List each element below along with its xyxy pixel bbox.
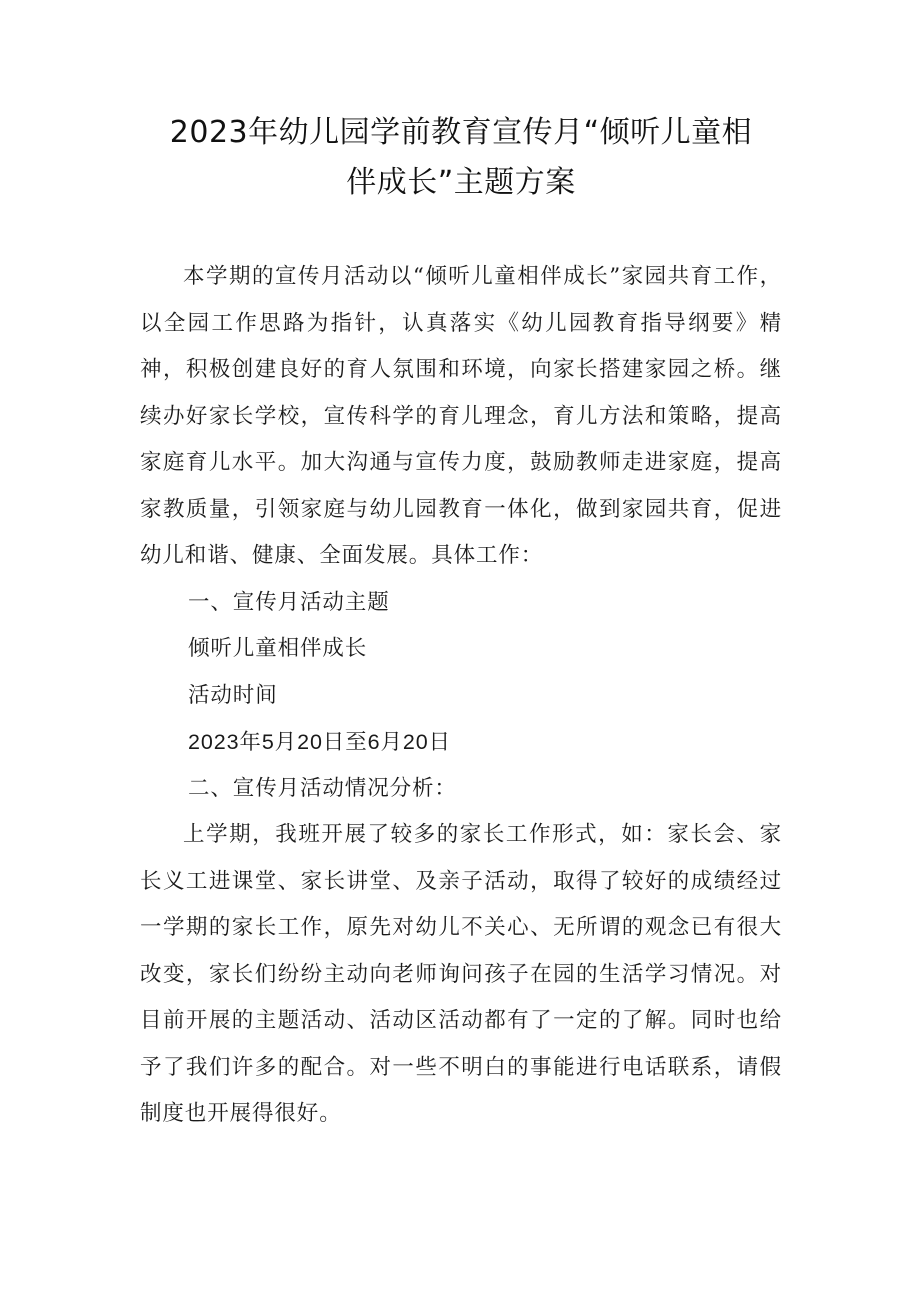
section2-heading: 二、宣传月活动情况分析：: [188, 775, 457, 801]
intro-paragraph: 本学期的宣传月活动以“倾听儿童相伴成长”家园共育工作，以全园工作思路为指针，认真落实《幼儿园教育指导纲要》精神，积极创建良好的育人氛围和环境，向家长搭建家园之桥。继续办好家长学校，宣传科学的育儿理念，育儿方法和策略，提高家庭育儿水平。加大沟通与宣传力度，鼓励教师走进家庭，提高家教质量，引领家庭与幼儿园教育一体化，做到家园共育，促进幼儿和谐、健康、全面发展。具体工作：: [140, 264, 782, 568]
section1-heading: 一、宣传月活动主题: [188, 589, 390, 615]
time-label: 活动时间: [188, 682, 278, 708]
analysis-paragraph: 上学期，我班开展了较多的家长工作形式，如：家长会、家长义工进课堂、家长讲堂、及亲子活动，取得了较好的成绩经过一学期的家长工作，原先对幼儿不关心、无所谓的观念已有很大改变，家长们纷纷主动向老师询问孩子在园的生活学习情况。对目前开展的主题活动、活动区活动都有了一定的了解。同时也给予了我们许多的配合。对一些不明白的事能进行电话联系，请假制度也开展得很好。: [140, 822, 782, 1126]
title-line-2: 伴成长”主题方案: [346, 165, 576, 200]
theme-text: 倾听儿童相伴成长: [188, 636, 368, 661]
time-value: 2023年5月20日至6月20日: [188, 730, 451, 754]
title-line-1: 2023年幼儿园学前教育宣传月“倾听儿童相: [169, 115, 753, 150]
document-title: [140, 108, 782, 208]
